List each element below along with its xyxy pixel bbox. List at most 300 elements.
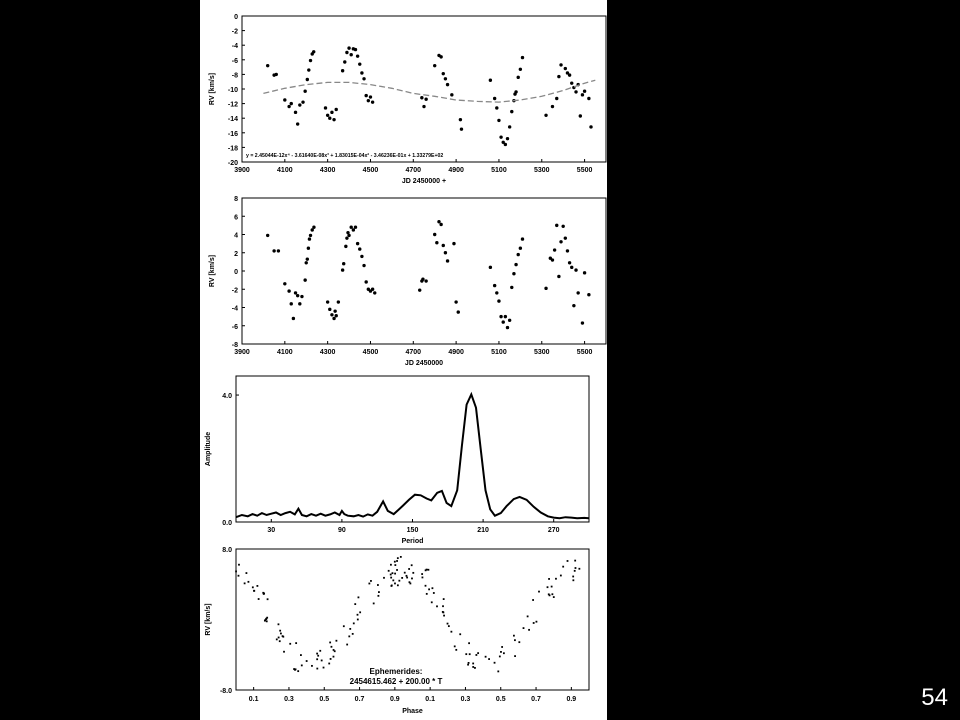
phase-point <box>450 631 452 633</box>
data-point <box>495 291 498 294</box>
y-tick-label: -16 <box>227 130 238 138</box>
y-tick-label: -8 <box>231 72 238 80</box>
phase-point <box>551 593 553 595</box>
data-point <box>290 302 293 305</box>
data-point <box>459 118 462 121</box>
data-point <box>332 317 335 320</box>
y-tick-label: -10 <box>227 87 238 94</box>
x-tick-label: 4900 <box>448 349 464 356</box>
y-tick-label: -2 <box>231 287 238 295</box>
phase-point <box>317 655 319 657</box>
data-point <box>330 313 333 316</box>
data-point <box>446 259 449 262</box>
data-point <box>551 258 554 261</box>
y-tick-label: -4 <box>231 305 238 313</box>
x-tick-label: 0.7 <box>531 696 541 703</box>
data-point <box>422 105 425 108</box>
y-axis-label: Amplitude <box>205 431 212 467</box>
data-point <box>356 54 359 57</box>
data-point <box>294 291 297 294</box>
phase-point <box>348 635 350 637</box>
data-point <box>292 317 295 320</box>
data-point <box>342 262 345 265</box>
phase-point <box>246 572 248 574</box>
phase-point <box>392 579 394 581</box>
y-tick-label: 0 <box>234 14 238 21</box>
phase-point <box>422 577 424 579</box>
phase-point <box>306 660 308 662</box>
data-point <box>589 125 592 128</box>
phase-point <box>560 575 562 577</box>
figure-panel <box>200 0 607 720</box>
phase-point <box>262 592 264 594</box>
data-point <box>364 280 367 283</box>
phase-point <box>575 567 577 569</box>
data-point <box>519 68 522 71</box>
phase-point <box>267 598 269 600</box>
phase-point <box>436 605 438 607</box>
data-point <box>564 67 567 70</box>
phase-point <box>266 617 268 619</box>
data-point <box>544 114 547 117</box>
phase-point <box>551 586 553 588</box>
data-point <box>519 246 522 249</box>
phase-point <box>329 642 331 644</box>
plot-frame-3 <box>236 376 589 522</box>
y-tick-label: -6 <box>231 323 238 331</box>
phase-point <box>426 569 428 571</box>
phase-point <box>294 669 296 671</box>
phase-point <box>578 568 580 570</box>
data-point <box>341 268 344 271</box>
data-point <box>502 320 505 323</box>
data-point <box>489 266 492 269</box>
phase-point <box>536 621 538 623</box>
phase-point <box>276 638 278 640</box>
phase-point <box>319 650 321 652</box>
data-point <box>328 308 331 311</box>
data-point <box>300 295 303 298</box>
x-tick-label: 5500 <box>576 167 593 174</box>
plot-frame-1 <box>242 16 606 162</box>
y-tick-label: 6 <box>234 214 238 222</box>
data-point <box>337 300 340 303</box>
data-point <box>362 264 365 267</box>
phase-point <box>336 640 338 642</box>
data-point <box>303 89 306 92</box>
data-point <box>283 282 286 285</box>
data-point <box>493 97 496 100</box>
data-point <box>570 81 573 84</box>
data-point <box>521 56 524 59</box>
data-point <box>583 271 586 274</box>
x-tick-label: 4700 <box>405 349 422 356</box>
phase-point <box>390 577 392 579</box>
x-axis-label: JD 2450000 + <box>401 178 447 185</box>
phase-point <box>411 578 413 580</box>
data-point <box>296 122 299 125</box>
data-point <box>367 99 370 102</box>
data-point <box>574 90 577 93</box>
y-tick-label: -6 <box>231 57 238 65</box>
x-tick-label: 4500 <box>362 167 379 174</box>
data-point <box>328 117 331 120</box>
data-point <box>497 299 500 302</box>
data-point <box>561 225 564 228</box>
x-tick-label: 150 <box>406 527 419 534</box>
data-point <box>356 242 359 245</box>
phase-point <box>431 601 433 603</box>
data-point <box>332 118 335 121</box>
data-point <box>508 125 511 128</box>
phase-point <box>279 640 281 642</box>
data-point <box>510 110 513 113</box>
data-point <box>506 137 509 140</box>
x-tick-label: 5300 <box>533 349 550 356</box>
phase-point <box>421 573 423 575</box>
phase-point <box>433 592 435 594</box>
phase-point <box>428 569 430 571</box>
y-tick-label: 0 <box>234 269 238 276</box>
data-point <box>444 77 447 80</box>
phase-point <box>280 633 282 635</box>
phase-point <box>514 639 516 641</box>
data-point <box>309 234 312 237</box>
phase-point <box>266 620 268 622</box>
data-point <box>581 93 584 96</box>
phase-point <box>330 658 332 660</box>
ephemerides-text: Ephemerides: <box>369 667 423 676</box>
data-point <box>371 288 374 291</box>
phase-point <box>349 628 351 630</box>
data-point <box>307 246 310 249</box>
phase-point <box>244 582 246 584</box>
data-point <box>514 90 517 93</box>
phase-point <box>248 581 250 583</box>
phase-point <box>390 574 392 576</box>
data-point <box>307 68 310 71</box>
phase-point <box>409 581 411 583</box>
data-point <box>301 100 304 103</box>
data-point <box>347 46 350 49</box>
phase-point <box>443 615 445 617</box>
x-tick-label: 4300 <box>319 349 336 356</box>
ephemerides-text: 2454615.462 + 200.00 * T <box>349 677 443 686</box>
data-point <box>450 93 453 96</box>
phase-point <box>459 633 461 635</box>
phase-point <box>238 575 240 577</box>
phase-point <box>455 649 457 651</box>
phase-point <box>472 666 474 668</box>
phase-point <box>323 667 325 669</box>
y-axis-label: RV [km/s] <box>209 72 216 106</box>
phase-point <box>572 579 574 581</box>
x-tick-label: 4300 <box>319 167 336 174</box>
data-point <box>287 289 290 292</box>
data-point <box>587 293 590 296</box>
phase-point <box>488 658 490 660</box>
phase-point <box>301 664 303 666</box>
x-tick-label: 0.3 <box>460 696 471 703</box>
phase-point <box>377 584 379 586</box>
data-point <box>551 105 554 108</box>
data-point <box>306 257 309 260</box>
data-point <box>312 226 315 229</box>
data-point <box>345 236 348 239</box>
data-point <box>272 249 275 252</box>
data-point <box>566 249 569 252</box>
phase-point <box>514 655 516 657</box>
data-point <box>564 236 567 239</box>
phase-point <box>401 577 403 579</box>
phase-point <box>448 625 450 627</box>
y-axis-label: RV [km/s] <box>209 254 216 288</box>
data-point <box>495 106 498 109</box>
phase-point <box>394 573 396 575</box>
phase-point <box>377 595 379 597</box>
phase-point <box>396 569 398 571</box>
periodogram-line <box>236 394 589 518</box>
data-point <box>418 288 421 291</box>
phase-point <box>333 649 335 651</box>
phase-point <box>555 578 557 580</box>
y-tick-label: -18 <box>227 145 238 153</box>
figure-stack <box>200 0 607 720</box>
phase-point <box>518 641 520 643</box>
data-point <box>555 224 558 227</box>
phase-point <box>396 560 398 562</box>
data-point <box>439 223 442 226</box>
phase-point <box>442 612 444 614</box>
data-point <box>517 253 520 256</box>
x-tick-label: 0.1 <box>248 696 259 703</box>
data-point <box>442 72 445 75</box>
x-tick-label: 0.1 <box>425 696 436 703</box>
phase-point <box>358 596 360 598</box>
data-point <box>568 261 571 264</box>
data-point <box>557 275 560 278</box>
phase-point <box>383 577 385 579</box>
x-tick-label: 5300 <box>533 167 550 174</box>
phase-point <box>397 584 399 586</box>
data-point <box>362 77 365 80</box>
data-point <box>499 315 502 318</box>
plot-frame-2 <box>242 198 606 344</box>
phase-point <box>278 637 280 639</box>
x-tick-label: 5500 <box>576 349 593 356</box>
phase-point <box>443 598 445 600</box>
x-tick-label: 0.9 <box>566 696 577 703</box>
x-tick-label: 90 <box>338 527 346 534</box>
data-point <box>493 284 496 287</box>
phase-point <box>406 577 408 579</box>
data-point <box>517 76 520 79</box>
x-tick-label: 210 <box>477 527 489 534</box>
data-point <box>296 294 299 297</box>
phase-point <box>528 629 530 631</box>
data-point <box>504 315 507 318</box>
phase-point <box>279 630 281 632</box>
data-point <box>266 234 269 237</box>
phase-point <box>354 603 356 605</box>
y-tick-label: 2 <box>234 250 238 258</box>
phase-point <box>333 656 335 658</box>
data-point <box>489 79 492 82</box>
phase-point <box>388 570 390 572</box>
data-point <box>457 310 460 313</box>
phase-point <box>469 653 471 655</box>
data-point <box>294 111 297 114</box>
phase-point <box>398 580 400 582</box>
phase-point <box>390 564 392 566</box>
data-point <box>568 73 571 76</box>
phase-point <box>404 572 406 574</box>
data-point <box>444 251 447 254</box>
phase-point <box>392 572 394 574</box>
phase-point <box>432 587 434 589</box>
x-tick-label: 4100 <box>277 349 293 356</box>
phase-point <box>357 614 359 616</box>
phase-point <box>548 578 550 580</box>
data-point <box>335 108 338 111</box>
data-point <box>326 300 329 303</box>
data-point <box>298 302 301 305</box>
data-point <box>499 135 502 138</box>
phase-point <box>397 557 399 559</box>
phase-point <box>238 564 240 566</box>
data-point <box>352 228 355 231</box>
phase-point <box>472 663 474 665</box>
data-point <box>557 75 560 78</box>
x-tick-label: 270 <box>547 527 560 534</box>
y-tick-label: -4 <box>231 43 238 51</box>
x-tick-label: 0.5 <box>495 696 506 703</box>
x-tick-label: 0.3 <box>284 696 294 703</box>
phase-point <box>467 664 469 666</box>
phase-point <box>346 644 348 646</box>
y-tick-label: -12 <box>227 101 238 109</box>
y-tick-label: -8 <box>231 342 238 349</box>
phase-point <box>289 643 291 645</box>
y-tick-label: -8.0 <box>219 688 232 695</box>
phase-point <box>391 585 393 587</box>
phase-point <box>503 652 505 654</box>
phase-point <box>477 652 479 654</box>
phase-point <box>474 667 476 669</box>
y-tick-label: 8.0 <box>222 547 232 554</box>
data-point <box>454 300 457 303</box>
phase-point <box>426 593 428 595</box>
data-point <box>309 59 312 62</box>
x-tick-label: 4900 <box>448 167 464 174</box>
x-axis-label: Period <box>401 538 424 545</box>
phase-point <box>352 633 354 635</box>
data-point <box>335 314 338 317</box>
data-point <box>506 326 509 329</box>
data-point <box>290 102 293 105</box>
phase-point <box>533 622 535 624</box>
phase-point <box>497 671 499 673</box>
phase-point <box>400 556 402 558</box>
phase-point <box>553 596 555 598</box>
phase-point <box>485 656 487 658</box>
data-point <box>433 233 436 236</box>
y-tick-label: -20 <box>227 160 238 167</box>
x-tick-label: 3900 <box>234 167 250 174</box>
phase-point <box>256 585 258 587</box>
y-tick-label: 4 <box>234 232 238 240</box>
data-point <box>345 51 348 54</box>
data-point <box>452 242 455 245</box>
phase-point <box>527 615 529 617</box>
data-point <box>512 272 515 275</box>
phase-point <box>412 572 414 574</box>
phase-point <box>465 653 467 655</box>
data-point <box>373 291 376 294</box>
data-point <box>579 114 582 117</box>
x-tick-label: 4500 <box>362 349 379 356</box>
phase-point <box>321 660 323 662</box>
data-point <box>358 247 361 250</box>
data-point <box>350 53 353 56</box>
phase-point <box>547 586 549 588</box>
phase-point <box>353 622 355 624</box>
phase-point <box>475 654 477 656</box>
x-tick-label: 30 <box>267 527 276 534</box>
phase-point <box>501 646 503 648</box>
data-point <box>446 83 449 86</box>
data-point <box>330 111 333 114</box>
phase-point <box>343 625 345 627</box>
phase-point <box>316 658 318 660</box>
data-point <box>277 249 280 252</box>
phase-point <box>373 603 375 605</box>
phase-point <box>532 599 534 601</box>
data-point <box>369 95 372 98</box>
phase-point <box>494 662 496 664</box>
phase-point <box>297 670 299 672</box>
phase-point <box>572 576 574 578</box>
data-point <box>358 62 361 65</box>
x-axis-label: Phase <box>402 708 423 715</box>
phase-point <box>394 561 396 563</box>
phase-point <box>316 653 318 655</box>
phase-point <box>252 586 254 588</box>
phase-point <box>454 645 456 647</box>
data-point <box>287 105 290 108</box>
data-point <box>553 248 556 251</box>
data-point <box>306 78 309 81</box>
phase-point <box>499 656 501 658</box>
x-tick-label: 5100 <box>491 349 507 356</box>
data-point <box>354 226 357 229</box>
phase-point <box>574 570 576 572</box>
phase-point <box>428 588 430 590</box>
data-point <box>521 237 524 240</box>
phase-point <box>500 651 502 653</box>
x-tick-label: 0.9 <box>389 696 400 703</box>
phase-point <box>378 591 380 593</box>
data-point <box>312 50 315 53</box>
phase-point <box>368 583 370 585</box>
phase-point <box>328 663 330 665</box>
data-point <box>343 60 346 63</box>
phase-point <box>295 642 297 644</box>
y-tick-label: 0.0 <box>222 520 232 527</box>
data-point <box>364 94 367 97</box>
data-point <box>424 279 427 282</box>
data-point <box>587 97 590 100</box>
